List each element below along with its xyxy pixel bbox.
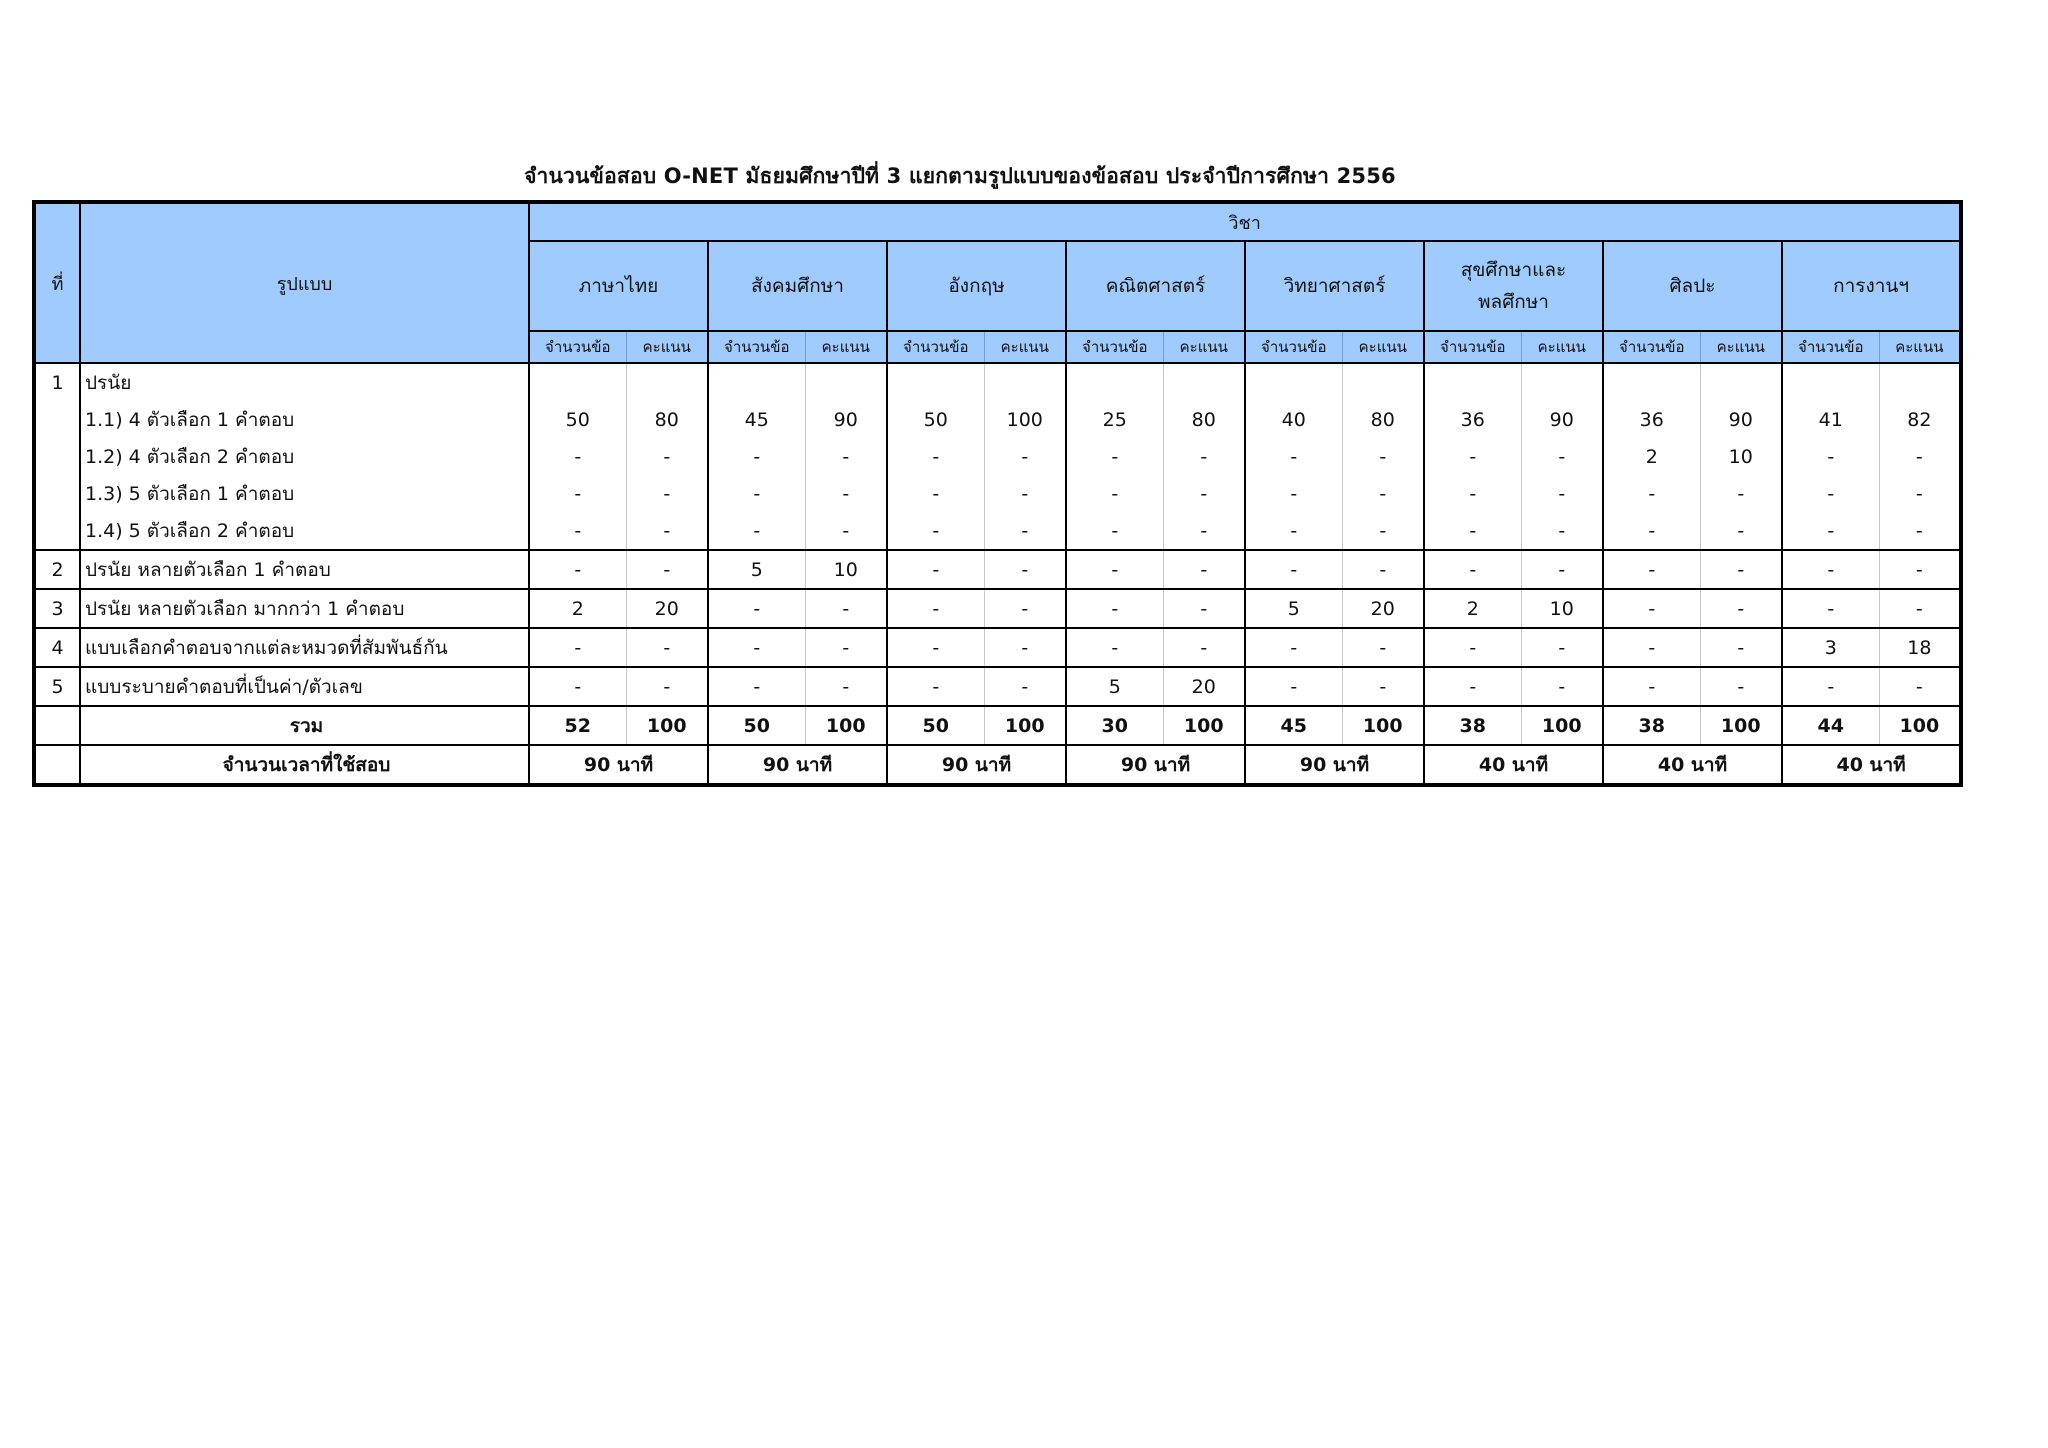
row-number [34,706,80,745]
score-cell: - [626,628,708,667]
score-cell: - [1163,512,1245,550]
score-cell: - [984,628,1066,667]
time-cell: 40 นาที [1424,745,1603,785]
score-cell: - [1521,475,1603,512]
count-cell: - [887,667,984,706]
score-cell: - [1700,589,1782,628]
subject-header: สุขศึกษาและ พลศึกษา [1424,241,1603,331]
score-cell: - [1700,667,1782,706]
count-cell: - [1245,475,1342,512]
count-cell: 40 [1245,401,1342,438]
score-cell [984,363,1066,401]
count-cell: - [708,628,805,667]
count-cell: - [1603,512,1700,550]
total-cell: 50 [708,706,805,745]
count-subheader: จำนวนข้อ [1424,331,1521,363]
row-number: 5 [34,667,80,706]
total-cell: 100 [805,706,887,745]
count-cell: - [1603,475,1700,512]
count-cell: 2 [1424,589,1521,628]
row-number: 2 [34,550,80,589]
score-cell [1521,363,1603,401]
header-subject-group: วิชา [529,202,1961,241]
score-cell: - [1879,589,1961,628]
format-label: แบบเลือกคำตอบจากแต่ละหมวดที่สัมพันธ์กัน [80,628,529,667]
score-subheader: คะแนน [1163,331,1245,363]
score-cell: 10 [1521,589,1603,628]
table-row [34,475,1961,512]
document-title: จำนวนข้อสอบ O-NET มัธยมศึกษาปีที่ 3 แยกตามรูปแบบของข้อสอบ ประจำปีการศึกษา 2556 [524,164,1396,188]
table-row [34,667,1961,706]
count-cell: - [708,438,805,475]
count-cell: - [708,475,805,512]
count-cell: - [1782,512,1879,550]
score-cell: 10 [1700,438,1782,475]
row-number: 1 [34,363,80,550]
score-cell: 90 [805,401,887,438]
score-cell: - [626,512,708,550]
count-cell: 50 [887,401,984,438]
score-cell: 80 [626,401,708,438]
format-label: แบบระบายคำตอบที่เป็นค่า/ตัวเลข [80,667,529,706]
score-cell: 80 [1163,401,1245,438]
score-cell: 90 [1700,401,1782,438]
score-cell: - [1163,589,1245,628]
count-cell: 5 [1066,667,1163,706]
time-cell: 90 นาที [1066,745,1245,785]
score-cell: - [1879,667,1961,706]
format-label: ปรนัย [80,363,529,401]
score-cell: - [805,438,887,475]
count-cell: - [1424,667,1521,706]
subject-header: อังกฤษ [887,241,1066,331]
score-cell: - [1163,628,1245,667]
score-subheader: คะแนน [1521,331,1603,363]
count-cell: 3 [1782,628,1879,667]
count-cell: - [1424,550,1521,589]
score-cell: - [1342,438,1424,475]
count-cell: 41 [1782,401,1879,438]
count-cell: - [1245,550,1342,589]
score-cell: - [984,438,1066,475]
score-cell: - [1700,512,1782,550]
count-cell: - [1066,628,1163,667]
score-cell: - [1700,628,1782,667]
count-cell: - [529,438,626,475]
count-cell: - [1066,550,1163,589]
score-cell: - [1342,667,1424,706]
score-cell: - [984,667,1066,706]
score-cell: 100 [984,401,1066,438]
count-subheader: จำนวนข้อ [1782,331,1879,363]
total-cell: 100 [1521,706,1603,745]
count-cell: - [887,512,984,550]
count-cell [1782,363,1879,401]
count-cell [1424,363,1521,401]
subject-header: การงานฯ [1782,241,1961,331]
total-row [34,706,1961,745]
format-label: ปรนัย หลายตัวเลือก มากกว่า 1 คำตอบ [80,589,529,628]
score-cell: 18 [1879,628,1961,667]
score-cell: 20 [626,589,708,628]
count-cell: - [529,628,626,667]
score-subheader: คะแนน [805,331,887,363]
table-row [34,550,1961,589]
count-cell: - [708,667,805,706]
score-subheader: คะแนน [1879,331,1961,363]
count-cell [1603,363,1700,401]
count-cell: 2 [529,589,626,628]
count-cell: 50 [529,401,626,438]
count-cell: - [1782,475,1879,512]
count-cell [1245,363,1342,401]
total-label: รวม [80,706,529,745]
score-cell: 10 [805,550,887,589]
count-cell [708,363,805,401]
total-cell: 100 [984,706,1066,745]
format-label: 1.4) 5 ตัวเลือก 2 คำตอบ [80,512,529,550]
count-cell: 25 [1066,401,1163,438]
header-no: ที่ [34,202,80,363]
total-cell: 50 [887,706,984,745]
subject-header: ศิลปะ [1603,241,1782,331]
count-cell: 45 [708,401,805,438]
count-cell: - [887,550,984,589]
count-cell: - [1066,475,1163,512]
score-cell: 80 [1342,401,1424,438]
total-cell: 38 [1603,706,1700,745]
score-cell: - [1521,438,1603,475]
score-cell [1700,363,1782,401]
count-cell: - [1603,628,1700,667]
count-cell: - [1245,667,1342,706]
score-cell: - [1163,475,1245,512]
count-cell: - [1424,475,1521,512]
total-cell: 100 [1342,706,1424,745]
score-cell: - [805,589,887,628]
score-cell: - [984,475,1066,512]
count-cell: - [1066,589,1163,628]
count-subheader: จำนวนข้อ [1245,331,1342,363]
score-subheader: คะแนน [1342,331,1424,363]
exam-format-table [32,200,1963,787]
time-cell: 90 นาที [529,745,708,785]
score-cell: - [626,475,708,512]
score-cell: 82 [1879,401,1961,438]
score-cell: - [1700,550,1782,589]
count-cell: - [1424,628,1521,667]
count-cell: - [1782,667,1879,706]
count-subheader: จำนวนข้อ [708,331,805,363]
count-cell: 36 [1424,401,1521,438]
score-cell: - [1342,550,1424,589]
count-cell: 2 [1603,438,1700,475]
score-cell: - [1879,438,1961,475]
score-cell: - [805,475,887,512]
count-cell: - [1782,589,1879,628]
count-cell: - [529,550,626,589]
score-cell: - [626,667,708,706]
score-subheader: คะแนน [984,331,1066,363]
table-row [34,512,1961,550]
score-cell: - [805,667,887,706]
time-cell: 90 นาที [708,745,887,785]
count-cell: - [708,512,805,550]
count-cell: - [529,667,626,706]
row-number: 3 [34,589,80,628]
time-cell: 90 นาที [887,745,1066,785]
score-cell: - [805,628,887,667]
score-cell [626,363,708,401]
time-row [34,745,1961,785]
score-cell [1342,363,1424,401]
subject-header: วิทยาศาสตร์ [1245,241,1424,331]
score-cell: - [1342,475,1424,512]
table-row [34,589,1961,628]
table-row [34,438,1961,475]
format-label: 1.1) 4 ตัวเลือก 1 คำตอบ [80,401,529,438]
total-cell: 100 [1700,706,1782,745]
count-subheader: จำนวนข้อ [887,331,984,363]
score-cell: - [1879,512,1961,550]
score-cell: - [984,589,1066,628]
score-cell: - [1521,512,1603,550]
count-cell: - [887,589,984,628]
total-cell: 52 [529,706,626,745]
score-subheader: คะแนน [1700,331,1782,363]
score-cell: 20 [1163,667,1245,706]
score-cell: - [1521,667,1603,706]
total-cell: 30 [1066,706,1163,745]
count-cell: - [529,512,626,550]
count-cell: - [1245,512,1342,550]
count-cell: - [1603,589,1700,628]
score-cell: - [1163,550,1245,589]
count-cell [1066,363,1163,401]
score-cell [1879,363,1961,401]
score-cell: - [984,550,1066,589]
table-row [34,628,1961,667]
count-cell: - [887,628,984,667]
count-subheader: จำนวนข้อ [529,331,626,363]
score-cell: - [984,512,1066,550]
score-cell: - [1342,628,1424,667]
time-cell: 40 นาที [1603,745,1782,785]
table-row [34,363,1961,401]
score-cell: - [626,550,708,589]
count-cell: - [708,589,805,628]
count-cell: - [1782,550,1879,589]
time-label: จำนวนเวลาที่ใช้สอบ [80,745,529,785]
count-cell: - [1782,438,1879,475]
count-cell [887,363,984,401]
count-cell: 5 [1245,589,1342,628]
score-cell: 90 [1521,401,1603,438]
row-number: 4 [34,628,80,667]
header-format: รูปแบบ [80,202,529,363]
count-cell: - [1603,667,1700,706]
score-cell: 20 [1342,589,1424,628]
count-cell: - [887,438,984,475]
format-label: ปรนัย หลายตัวเลือก 1 คำตอบ [80,550,529,589]
count-cell: - [887,475,984,512]
count-cell: - [1245,628,1342,667]
subject-header: สังคมศึกษา [708,241,887,331]
count-subheader: จำนวนข้อ [1603,331,1700,363]
score-cell: - [1342,512,1424,550]
score-subheader: คะแนน [626,331,708,363]
score-cell [1163,363,1245,401]
subject-header: คณิตศาสตร์ [1066,241,1245,331]
total-cell: 38 [1424,706,1521,745]
total-cell: 100 [1879,706,1961,745]
count-subheader: จำนวนข้อ [1066,331,1163,363]
total-cell: 44 [1782,706,1879,745]
subject-header: ภาษาไทย [529,241,708,331]
time-cell: 90 นาที [1245,745,1424,785]
total-cell: 100 [1163,706,1245,745]
score-cell: - [1879,550,1961,589]
score-cell: - [626,438,708,475]
format-label: 1.3) 5 ตัวเลือก 1 คำตอบ [80,475,529,512]
row-number [34,745,80,785]
count-cell: - [1424,438,1521,475]
count-cell: - [529,475,626,512]
count-cell: - [1066,438,1163,475]
score-cell: - [1521,550,1603,589]
count-cell: - [1424,512,1521,550]
score-cell: - [1700,475,1782,512]
time-cell: 40 นาที [1782,745,1961,785]
count-cell: 5 [708,550,805,589]
total-cell: 100 [626,706,708,745]
count-cell: - [1066,512,1163,550]
count-cell [529,363,626,401]
count-cell: 36 [1603,401,1700,438]
format-label: 1.2) 4 ตัวเลือก 2 คำตอบ [80,438,529,475]
count-cell: - [1245,438,1342,475]
score-cell: - [1521,628,1603,667]
score-cell: - [1163,438,1245,475]
score-cell: - [805,512,887,550]
count-cell: - [1603,550,1700,589]
score-cell: - [1879,475,1961,512]
score-cell [805,363,887,401]
table-row [34,401,1961,438]
total-cell: 45 [1245,706,1342,745]
